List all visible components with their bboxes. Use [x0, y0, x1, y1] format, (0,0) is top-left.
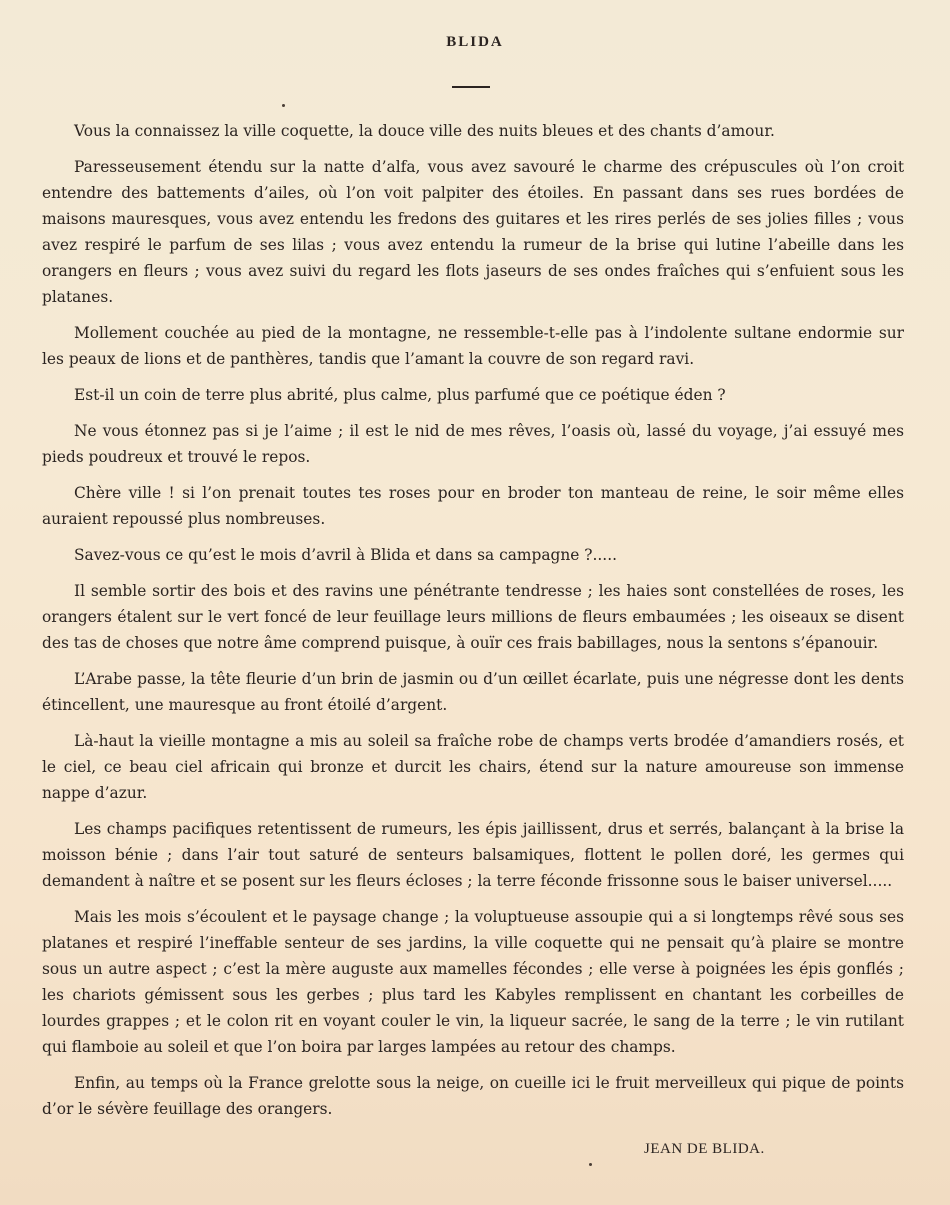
paragraph: Les champs pacifiques retentissent de rumeurs, les épis jaillissent, drus et serrés, balançant à la brise la moisson bénie ; dans l’air tout saturé de senteurs balsamiques, flottent le pollen doré, les germes qui demandent à naître et se posent sur les fleurs écloses ; la terre féconde frissonne sous le baiser universel..... — [42, 820, 904, 890]
paragraph: Paresseusement étendu sur la natte d’alfa, vous avez savouré le charme des crépuscules où l’on croit entendre des battements d’ailes, où l’on voit palpiter des étoiles. En passant dans ses rues bordées de maisons mauresques, vous avez entendu les fredons des guitares et les rires perlés de ses jolies filles ; vous avez respiré le parfum de ses lilas ; vous avez entendu la rumeur de la brise qui lutine l’abeille dans les orangers en fleurs ; vous avez suivi du regard les flots jaseurs de ses ondes fraîches qui s’enfuient sous les platanes. — [42, 158, 904, 306]
paragraph: L’Arabe passe, la tête fleurie d’un brin de jasmin ou d’un œillet écarlate, puis une négresse dont les dents étincellent, une mauresque au front étoilé d’argent. — [42, 670, 904, 714]
paragraph: Savez-vous ce qu’est le mois d’avril à Blida et dans sa campagne ?..... — [74, 546, 617, 564]
paper-speck — [282, 104, 285, 107]
paragraph: Là-haut la vieille montagne a mis au soleil sa fraîche robe de champs verts brodée d’amandiers rosés, et le ciel, ce beau ciel africain qui bronze et durcit les chairs, étend sur la nature amoureuse son immense nappe d’azur. — [42, 732, 904, 802]
paragraph: Il semble sortir des bois et des ravins une pénétrante tendresse ; les haies sont constellées de roses, les orangers étalent sur le vert foncé de leur feuillage leurs millions de fleurs embaumées ; les oiseaux se disent des tas de choses que notre âme comprend puisque, à ouïr ces frais babillages, nous la sentons s’épanouir. — [42, 582, 904, 652]
paragraph: Ne vous étonnez pas si je l’aime ; il est le nid de mes rêves, l’oasis où, lassé du voyage, j’ai essuyé mes pieds poudreux et trouvé le repos. — [42, 422, 904, 466]
author-signature: JEAN DE BLIDA. — [644, 1141, 765, 1157]
paragraph: Enfin, au temps où la France grelotte sous la neige, on cueille ici le fruit merveilleux qui pique de points d’or le sévère feuillage des orangers. — [42, 1074, 904, 1118]
article-body — [42, 118, 904, 1132]
paragraph: Chère ville ! si l’on prenait toutes tes roses pour en broder ton manteau de reine, le soir même elles auraient repoussé plus nombreuses. — [42, 484, 904, 528]
paragraph: Mollement couchée au pied de la montagne, ne ressemble-t-elle pas à l’indolente sultane endormie sur les peaux de lions et de panthères, tandis que l’amant la couvre de son regard ravi. — [42, 324, 904, 368]
paragraph: Vous la connaissez la ville coquette, la douce ville des nuits bleues et des chants d’amour. — [74, 122, 775, 140]
paragraph: Est-il un coin de terre plus abrité, plus calme, plus parfumé que ce poétique éden ? — [74, 386, 726, 404]
title-divider — [452, 86, 490, 88]
paper-speck — [589, 1163, 592, 1166]
page-title: BLIDA — [446, 34, 504, 50]
paragraph: Mais les mois s’écoulent et le paysage change ; la voluptueuse assoupie qui a si longtemps rêvé sous ses platanes et respiré l’ineffable senteur de ses jardins, la ville coquette qui ne pensait qu’à plaire se montre sous un autre aspect ; c’est la mère auguste aux mamelles fécondes ; elle verse à poignées les épis gonflés ; les chariots gémissent sous les gerbes ; plus tard les Kabyles remplissent en chantant les corbeilles de lourdes grappes ; et le colon rit en voyant couler le vin, la liqueur sacrée, le sang de la terre ; le vin rutilant qui flamboie au soleil et que l’on boira par larges lampées au retour des champs. — [42, 908, 904, 1056]
